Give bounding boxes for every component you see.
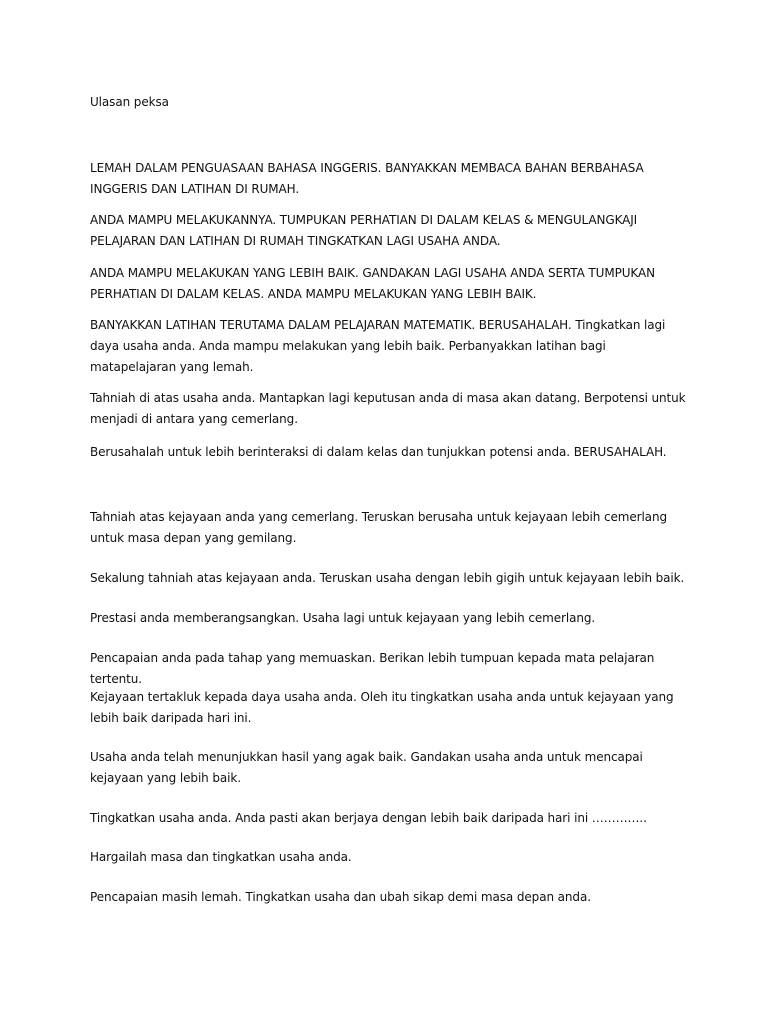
paragraph-7: Tahniah atas kejayaan anda yang cemerlang. Teruskan berusaha untuk kejayaan lebih cemerlang untuk masa depan yang gemilang. — [90, 510, 667, 545]
paragraph-6: Berusahalah untuk lebih berinteraksi di dalam kelas dan tunjukkan potensi anda. BERUSAHALAH. — [90, 445, 667, 459]
paragraph-8: Sekalung tahniah atas kejayaan anda. Teruskan usaha dengan lebih gigih untuk kejayaan lebih baik. — [90, 571, 685, 585]
paragraph-3: ANDA MAMPU MELAKUKAN YANG LEBIH BAIK. GANDAKAN LAGI USAHA ANDA SERTA TUMPUKAN PERHATIAN DI DALAM KELAS. ANDA MAMPU MELAKUKAN YANG LEBIH BAIK. — [90, 266, 655, 301]
paragraph-14: Hargailah masa dan tingkatkan usaha anda. — [90, 850, 352, 864]
paragraph-9: Prestasi anda memberangsangkan. Usaha lagi untuk kejayaan yang lebih cemerlang. — [90, 611, 596, 625]
paragraph-10: Pencapaian anda pada tahap yang memuaskan. Berikan lebih tumpuan kepada mata pelajaran tertentu. — [90, 651, 655, 686]
paragraph-4: BANYAKKAN LATIHAN TERUTAMA DALAM PELAJARAN MATEMATIK. BERUSAHALAH. Tingkatkan lagi daya usaha anda. Anda mampu melakukan yang lebih baik. Perbanyakkan latihan bagi matapelajaran yang lemah. — [90, 318, 666, 374]
document-title: Ulasan peksa — [90, 95, 169, 109]
paragraph-15: Pencapaian masih lemah. Tingkatkan usaha dan ubah sikap demi masa depan anda. — [90, 890, 591, 904]
paragraph-5: Tahniah di atas usaha anda. Mantapkan lagi keputusan anda di masa akan datang. Berpotensi untuk menjadi di antara yang cemerlang. — [90, 391, 686, 426]
paragraph-12: Usaha anda telah menunjukkan hasil yang agak baik. Gandakan usaha anda untuk mencapai kejayaan yang lebih baik. — [90, 750, 643, 785]
paragraph-11: Kejayaan tertakluk kepada daya usaha anda. Oleh itu tingkatkan usaha anda untuk kejayaan yang lebih baik daripada hari ini. — [90, 690, 674, 725]
paragraph-1: LEMAH DALAM PENGUASAAN BAHASA INGGERIS. BANYAKKAN MEMBACA BAHAN BERBAHASA INGGERIS DAN LATIHAN DI RUMAH. — [90, 161, 644, 196]
paragraph-2: ANDA MAMPU MELAKUKANNYA. TUMPUKAN PERHATIAN DI DALAM KELAS & MENGULANGKAJI PELAJARAN DAN LATIHAN DI RUMAH TINGKATKAN LAGI USAHA ANDA. — [90, 213, 638, 248]
paragraph-13: Tingkatkan usaha anda. Anda pasti akan berjaya dengan lebih baik daripada hari ini ………….. — [90, 811, 647, 825]
